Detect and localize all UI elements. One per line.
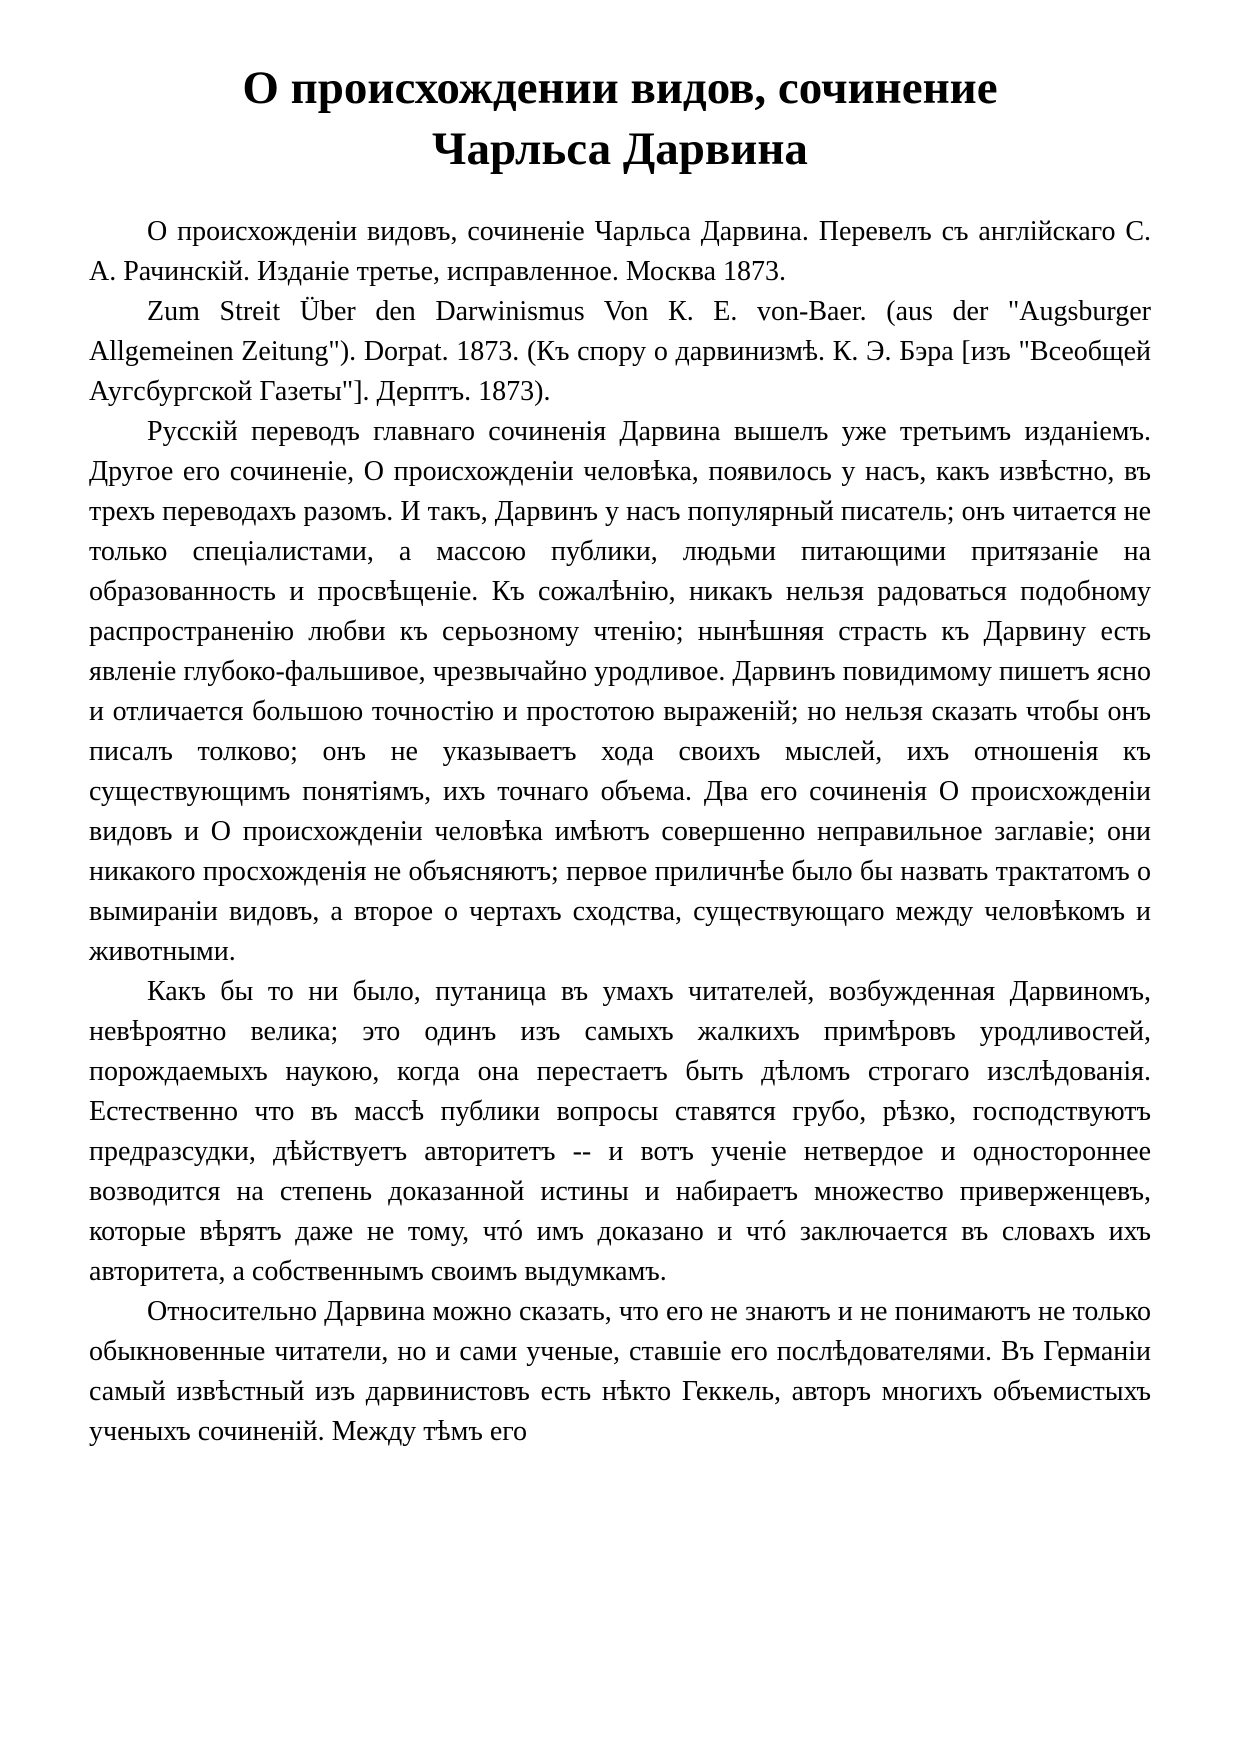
paragraph-bibliography-ru: О происхожденiи видовъ, сочиненiе Чарльса Дарвина. Перевелъ съ англiйскаго С. А. Рачинскiй. Изданiе третье, исправленное. Москва 1873. [89, 216, 1151, 287]
paragraph-body: Относительно Дарвина можно сказать, что его не знаютъ и не понимаютъ не только обыкновенные читатели, но и сами ученые, ставшiе его послѣдователями. Въ Германiи самый извѣстный изъ дарвинистовъ есть нѣкто Геккель, авторъ многихъ объемистыхъ ученыхъ сочиненiй. Между тѣмъ его [89, 1296, 1151, 1447]
page-title [150, 58, 1090, 180]
title-line-2: Чарльса Дарвина [432, 123, 808, 175]
paragraph-bibliography-de: Zum Streit Über den Darwinismus Von К. Е. von-Baer. (aus der "Augsburger Allgemeinen Zeitung"). Dorpat. 1873. (Къ спору о дарвинизмѣ. К. Э. Бэра [изъ "Всеобщей Аугсбургской Газеты"]. Дерптъ. 1873). [89, 296, 1151, 407]
title-line-1: О происхождении видов, сочинение [242, 62, 998, 114]
paragraph-body: Русскiй переводъ главнаго сочиненiя Дарвина вышелъ уже третьимъ изданiемъ. Другое его сочиненiе, О происхожденiи человѣка, появилось у насъ, какъ извѣстно, въ трехъ переводахъ разомъ. И такъ, Дарвинъ у насъ популярный писатель; онъ читается не только спецiалистами, а массою публики, людьми питающими притязанiе на образованность и просвѣщенiе. Къ сожалѣнiю, никакъ нельзя радоваться подобному распространенiю любви къ серьозному чтенiю; нынѣшняя страсть къ Дарвину есть явленiе глубоко-фальшивое, чрезвычайно уродливое. Дарвинъ повидимому пишетъ ясно и отличается большою точностiю и простотою выраженiй; но нельзя сказать чтобы онъ писалъ толково; онъ не указываетъ хода своихъ мыслей, ихъ отношенiя къ существующимъ понятiямъ, ихъ точнаго объема. Два его сочиненiя О происхожденiи видовъ и О происхожденiи человѣка имѣютъ совершенно неправильное заглавiе; они никакого просхожденiя не объясняютъ; первое приличнѣе было бы назвать трактатомъ о вымиранiи видовъ, а второе о чертахъ сходства, существующаго между человѣкомъ и животными. [89, 416, 1151, 967]
document-body [89, 212, 1151, 1452]
paragraph-body: Какъ бы то ни было, путаница въ умахъ читателей, возбужденная Дарвиномъ, невѣроятно велика; это одинъ изъ самыхъ жалкихъ примѣровъ уродливостей, порождаемыхъ наукою, когда она перестаетъ быть дѣломъ строгаго изслѣдованiя. Естественно что въ массѣ публики вопросы ставятся грубо, рѣзко, господствуютъ предразсудки, дѣйствуетъ авторитетъ -- и вотъ ученiе нетвердое и одностороннее возводится на степень доказанной истины и набираетъ множество приверженцевъ, которые вѣрятъ даже не тому, чтó имъ доказано и чтó заключается въ словахъ ихъ авторитета, а собственнымъ своимъ выдумкамъ. [89, 976, 1151, 1287]
